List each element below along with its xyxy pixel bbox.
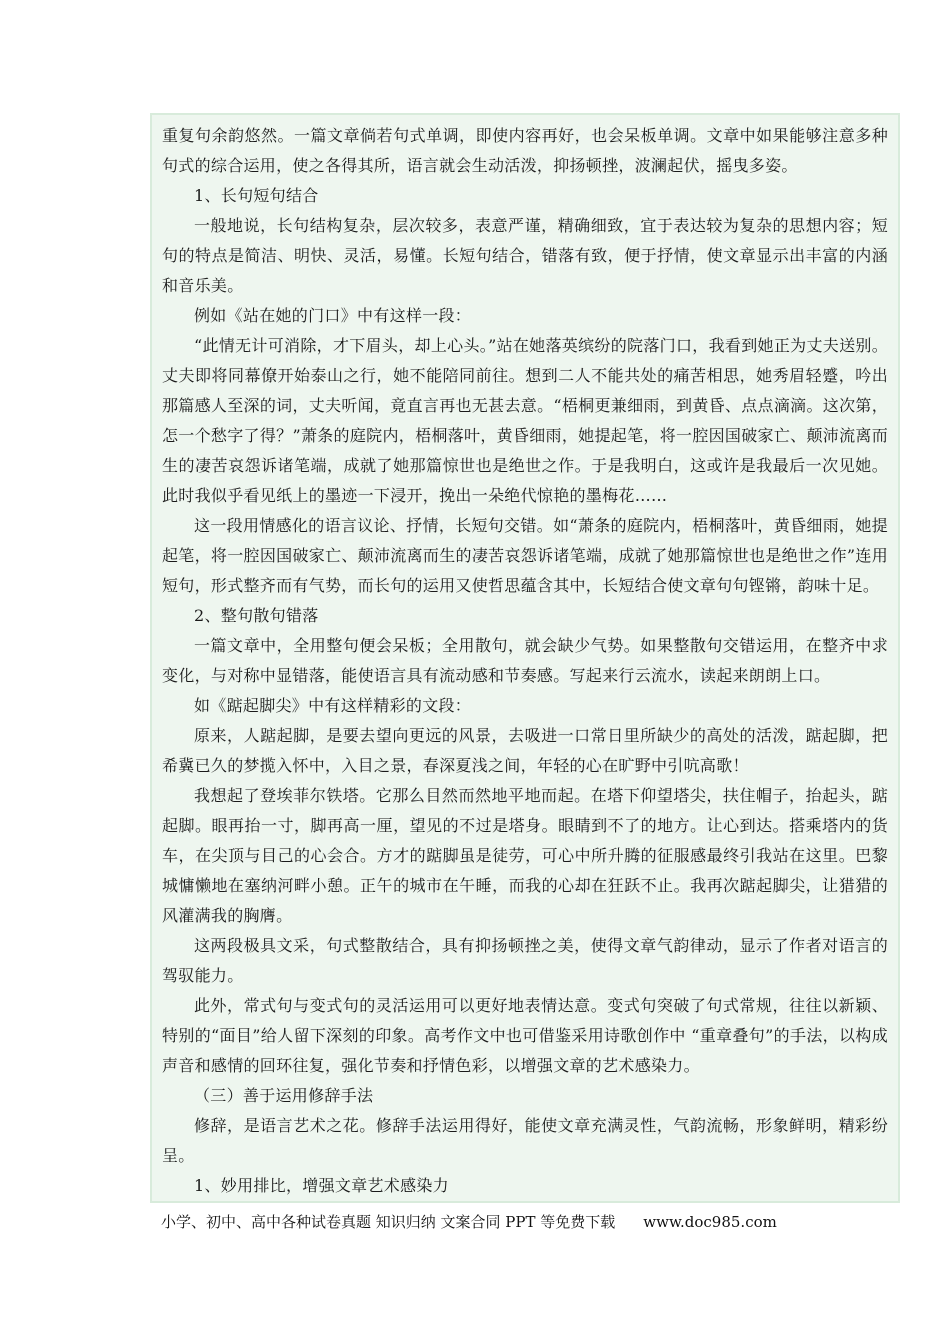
paragraph: （三）善于运用修辞手法	[194, 1086, 374, 1105]
paragraph: 这一段用情感化的语言议论、抒情，长短句交错。如“萧条的庭院内，梧桐落叶，黄昏细雨，她提起笔，将一腔因国破家亡、颠沛流离而生的凄苦哀怨诉诸笔端，成就了她那篇惊世也是绝世之作”连用短句，形式整齐而有气势，而长句的运用又使哲思蕴含其中，长短结合使文章句句铿锵，韵味十足。	[162, 516, 888, 595]
paragraph: 这两段极具文采，句式整散结合，具有抑扬顿挫之美，使得文章气韵律动，显示了作者对语言的驾驭能力。	[162, 936, 888, 985]
paragraph: 例如《站在她的门口》中有这样一段：	[194, 306, 472, 325]
paragraph: 一般地说，长句结构复杂，层次较多，表意严谨，精确细致，宜于表达较为复杂的思想内容；短句的特点是简洁、明快、灵活，易懂。长短句结合，错落有致，便于抒情，使文章显示出丰富的内涵和音乐美。	[162, 216, 888, 295]
paragraph: 1、长句短句结合	[194, 186, 319, 205]
article-content	[150, 113, 900, 1203]
footer-url[interactable]: www.doc985.com	[643, 1213, 777, 1231]
paragraph: 2、整句散句错落	[194, 606, 319, 625]
paragraph: 1、妙用排比，增强文章艺术感染力	[194, 1176, 449, 1195]
paragraph: 重复句余韵悠然。一篇文章倘若句式单调，即使内容再好，也会呆板单调。文章中如果能够注意多种句式的综合运用，使之各得其所，语言就会生动活泼，抑扬顿挫，波澜起伏，摇曳多姿。	[162, 126, 888, 175]
paragraph: 原来，人踮起脚，是要去望向更远的风景，去吸进一口常日里所缺少的高处的活泼，踮起脚，把希冀已久的梦揽入怀中，入目之景，春深夏浅之间，年轻的心在旷野中引吭高歌！	[162, 726, 888, 775]
paragraph: 如《踮起脚尖》中有这样精彩的文段：	[194, 696, 472, 715]
paragraph: 修辞，是语言艺术之花。修辞手法运用得好，能使文章充满灵性，气韵流畅，形象鲜明，精彩纷呈。	[162, 1116, 888, 1165]
paragraph: 此外，常式句与变式句的灵活运用可以更好地表情达意。变式句突破了句式常规，往往以新颖、特别的“面目”给人留下深刻的印象。高考作文中也可借鉴采用诗歌创作中 “重章叠句”的手法，以构成声音和感情的回环往复，强化节奏和抒情色彩，以增强文章的艺术感染力。	[162, 996, 888, 1075]
page-footer	[161, 1212, 777, 1232]
paragraph: “此情无计可消除，才下眉头，却上心头。”站在她落英缤纷的院落门口，我看到她正为丈夫送别。丈夫即将同幕僚开始泰山之行，她不能陪同前往。想到二人不能共处的痛苦相思，她秀眉轻蹙，吟出那篇感人至深的词，丈夫听闻，竟直言再也无甚去意。“梧桐更兼细雨，到黄昏、点点滴滴。这次第，怎一个愁字了得？”萧条的庭院内，梧桐落叶，黄昏细雨，她提起笔，将一腔因国破家亡、颠沛流离而生的凄苦哀怨诉诸笔端，成就了她那篇惊世也是绝世之作。于是我明白，这或许是我最后一次见她。此时我似乎看见纸上的墨迹一下浸开，挽出一朵绝代惊艳的墨梅花……	[162, 336, 888, 505]
footer-text: 小学、初中、高中各种试卷真题 知识归纳 文案合同 PPT 等免费下载	[161, 1213, 616, 1231]
paragraph	[162, 1201, 888, 1203]
paragraph: 一篇文章中，全用整句便会呆板；全用散句，就会缺少气势。如果整散句交错运用，在整齐中求变化，与对称中显错落，能使语言具有流动感和节奏感。写起来行云流水，读起来朗朗上口。	[162, 636, 888, 685]
paragraph: 我想起了登埃菲尔铁塔。它那么目然而然地平地而起。在塔下仰望塔尖，扶住帽子，抬起头，踮起脚。眼再抬一寸，脚再高一厘，望见的不过是塔身。眼睛到不了的地方。让心到达。搭乘塔内的货车，在尖顶与目己的心会合。方才的踮脚虽是徒劳，可心中所升腾的征服感最终引我站在这里。巴黎城慵懒地在塞纳河畔小憩。正午的城市在午睡，而我的心却在狂跃不止。我再次踮起脚尖，让猎猎的风灌满我的胸膺。	[162, 786, 888, 925]
